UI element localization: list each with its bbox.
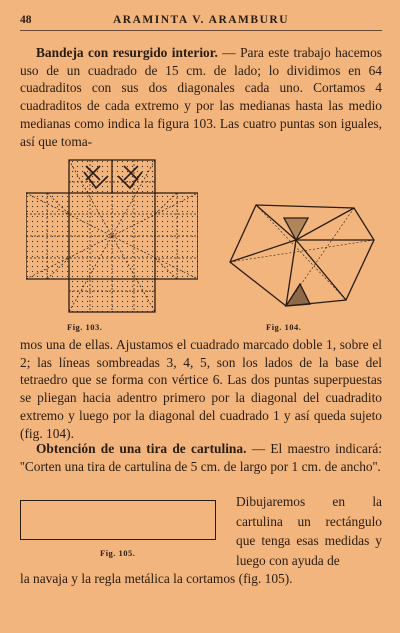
page-header xyxy=(20,14,382,30)
figure-103-caption: Fig. 103. xyxy=(67,322,103,332)
section-heading-bandeja: Bandeja con resurgido interior. xyxy=(36,45,218,60)
figure-104-diagram xyxy=(226,200,378,312)
paragraph-obtencion xyxy=(20,440,382,475)
figure-105-caption: Fig. 105. xyxy=(100,548,136,558)
paragraph-bandeja-text: — Para este trabajo hacemos uso de un cuadrado de 15 cm. de lado; lo dividimos en 64 cuadraditos con sus dos diagonales cada uno. Cortamos 4 cuadraditos de cada extremo y por las medianas hasta las medio medianas como indica la figura 103. Las cuatro puntas son iguales, así que toma- xyxy=(20,45,383,149)
section-heading-obtencion: Obtención de una tira de cartulina. xyxy=(36,441,247,456)
page-number: 48 xyxy=(20,14,32,26)
figure-104-caption: Fig. 104. xyxy=(266,322,302,332)
header-rule xyxy=(20,30,382,31)
paragraph-dibujaremos: Dibujaremos en la cartulina un rectángulo que tenga esas medidas y luego con ayuda de xyxy=(236,494,382,568)
paragraph-ajustamos: mos una de ellas. Ajustamos el cuadrado marcado doble 1, sobre el 2; las líneas sombreadas 3, 4, 5, son los lados de la base del tetraedro que se forma con vértice 6. Las dos puntas superpuestas se pliegan hacia adentro primero por la diagonal del cuadradito extremo y luego por la diagonal del cuadrado 1 y así queda sujeto (fig. 104). xyxy=(20,337,382,441)
paragraph-bandeja xyxy=(20,44,382,150)
figure-103-diagram xyxy=(26,150,198,316)
figure-105-rectangle xyxy=(20,500,216,540)
running-head: ARAMINTA V. ARAMBURU xyxy=(113,14,289,26)
paragraph-obtencion-text: — El maestro indicará: ''Corten una tira de cartulina de 5 cm. de largo por 1 cm. de ancho''. xyxy=(20,441,382,474)
paragraph-cortamos: la navaja y la regla metálica la cortamos (fig. 105). xyxy=(20,571,293,586)
